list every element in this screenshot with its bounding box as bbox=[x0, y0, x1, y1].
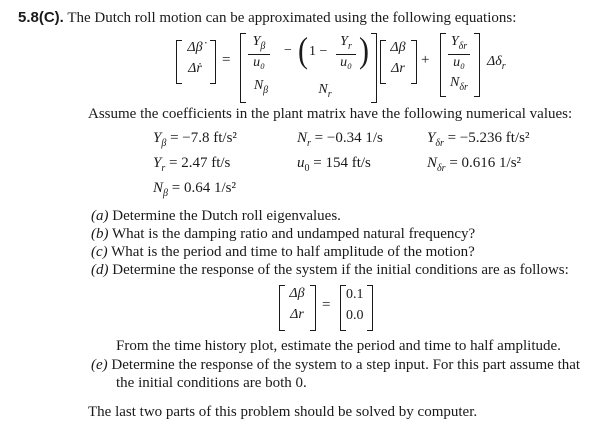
value-n-beta: $N_\beta = 0.64$ 1/s² bbox=[153, 180, 236, 199]
value-u0: $u_0 = 154$ ft/s bbox=[297, 155, 371, 174]
value-n-r: $N_r = -0.34$ 1/s bbox=[297, 130, 383, 149]
part-e: (e) Determine the response of the system to a step input. For this part assume that bbox=[91, 357, 581, 373]
part-a: (a) Determine the Dutch roll eigenvalues. bbox=[91, 208, 341, 224]
assume-text: Assume the coefficients in the plant matrix have the following numerical values: bbox=[88, 106, 573, 122]
b1-den: u₀ bbox=[453, 55, 465, 70]
problem-header bbox=[18, 9, 516, 27]
lhs-row-2: Δṙ bbox=[188, 61, 202, 76]
m22: $N_r$ bbox=[318, 82, 332, 100]
ic-rhs-row-2: 0.0 bbox=[346, 308, 364, 323]
part-e-line2: the initial conditions are both 0. bbox=[116, 375, 307, 391]
m12-one: 1 − bbox=[309, 44, 328, 59]
m11-num: $Y_\beta$ bbox=[252, 34, 266, 52]
m12-den: u₀ bbox=[340, 55, 352, 70]
ic-lhs-row-1: Δβ bbox=[289, 286, 305, 301]
value-n-delta-r: $N_{\delta r} = 0.616$ 1/s² bbox=[427, 155, 522, 174]
ic-rhs-row-1: 0.1 bbox=[346, 287, 364, 302]
closing-text: The last two parts of this problem should be solved by computer. bbox=[88, 404, 478, 420]
m12-paren-left: ( bbox=[298, 30, 308, 71]
m21: $N_\beta$ bbox=[253, 78, 269, 96]
state-row-2: Δr bbox=[391, 61, 405, 76]
state-row-1: Δβ bbox=[390, 40, 406, 55]
m12-paren-right: ) bbox=[359, 30, 369, 71]
problem-number: 5.8(C). bbox=[18, 9, 64, 26]
lhs-bracket-right bbox=[210, 40, 216, 84]
eq-equals: = bbox=[222, 52, 231, 68]
matrix-bracket-right bbox=[371, 33, 377, 103]
time-history-text: From the time history plot, estimate the period and time to half amplitude. bbox=[116, 338, 561, 354]
part-d: (d) Determine the response of the system if the initial conditions are as follows: bbox=[91, 262, 569, 278]
part-b: (b) What is the damping ratio and undamped natural frequency? bbox=[91, 226, 476, 242]
ic-lhs-row-2: Δr bbox=[290, 307, 304, 322]
m12-num: $Y_r$ bbox=[340, 34, 352, 52]
problem-intro: The Dutch roll motion can be approximated using the following equations: bbox=[67, 10, 517, 26]
b1-num: $Y_{\delta r}$ bbox=[450, 34, 468, 52]
eq-plus: + bbox=[421, 52, 430, 68]
value-y-beta: $Y_\beta = -7.8$ ft/s² bbox=[153, 130, 237, 149]
m12-minus: − bbox=[284, 43, 292, 58]
b-bracket-right bbox=[474, 33, 480, 97]
input-delta: $\Delta\delta_r$ bbox=[487, 54, 506, 72]
ic-equals: = bbox=[322, 297, 331, 313]
lhs-row-1: Δβ̇ bbox=[187, 40, 203, 55]
ic-lhs-bracket-right bbox=[310, 285, 316, 331]
m11-den: u₀ bbox=[253, 55, 265, 70]
value-y-delta-r: $Y_{\delta r} = -5.236$ ft/s² bbox=[427, 130, 530, 149]
b2: $N_{\delta r}$ bbox=[450, 75, 468, 93]
state-bracket-right bbox=[411, 40, 417, 84]
value-y-r: $Y_r = 2.47$ ft/s bbox=[153, 155, 231, 174]
ic-rhs-bracket-right bbox=[367, 285, 373, 331]
part-c: (c) What is the period and time to half amplitude of the motion? bbox=[91, 244, 475, 260]
